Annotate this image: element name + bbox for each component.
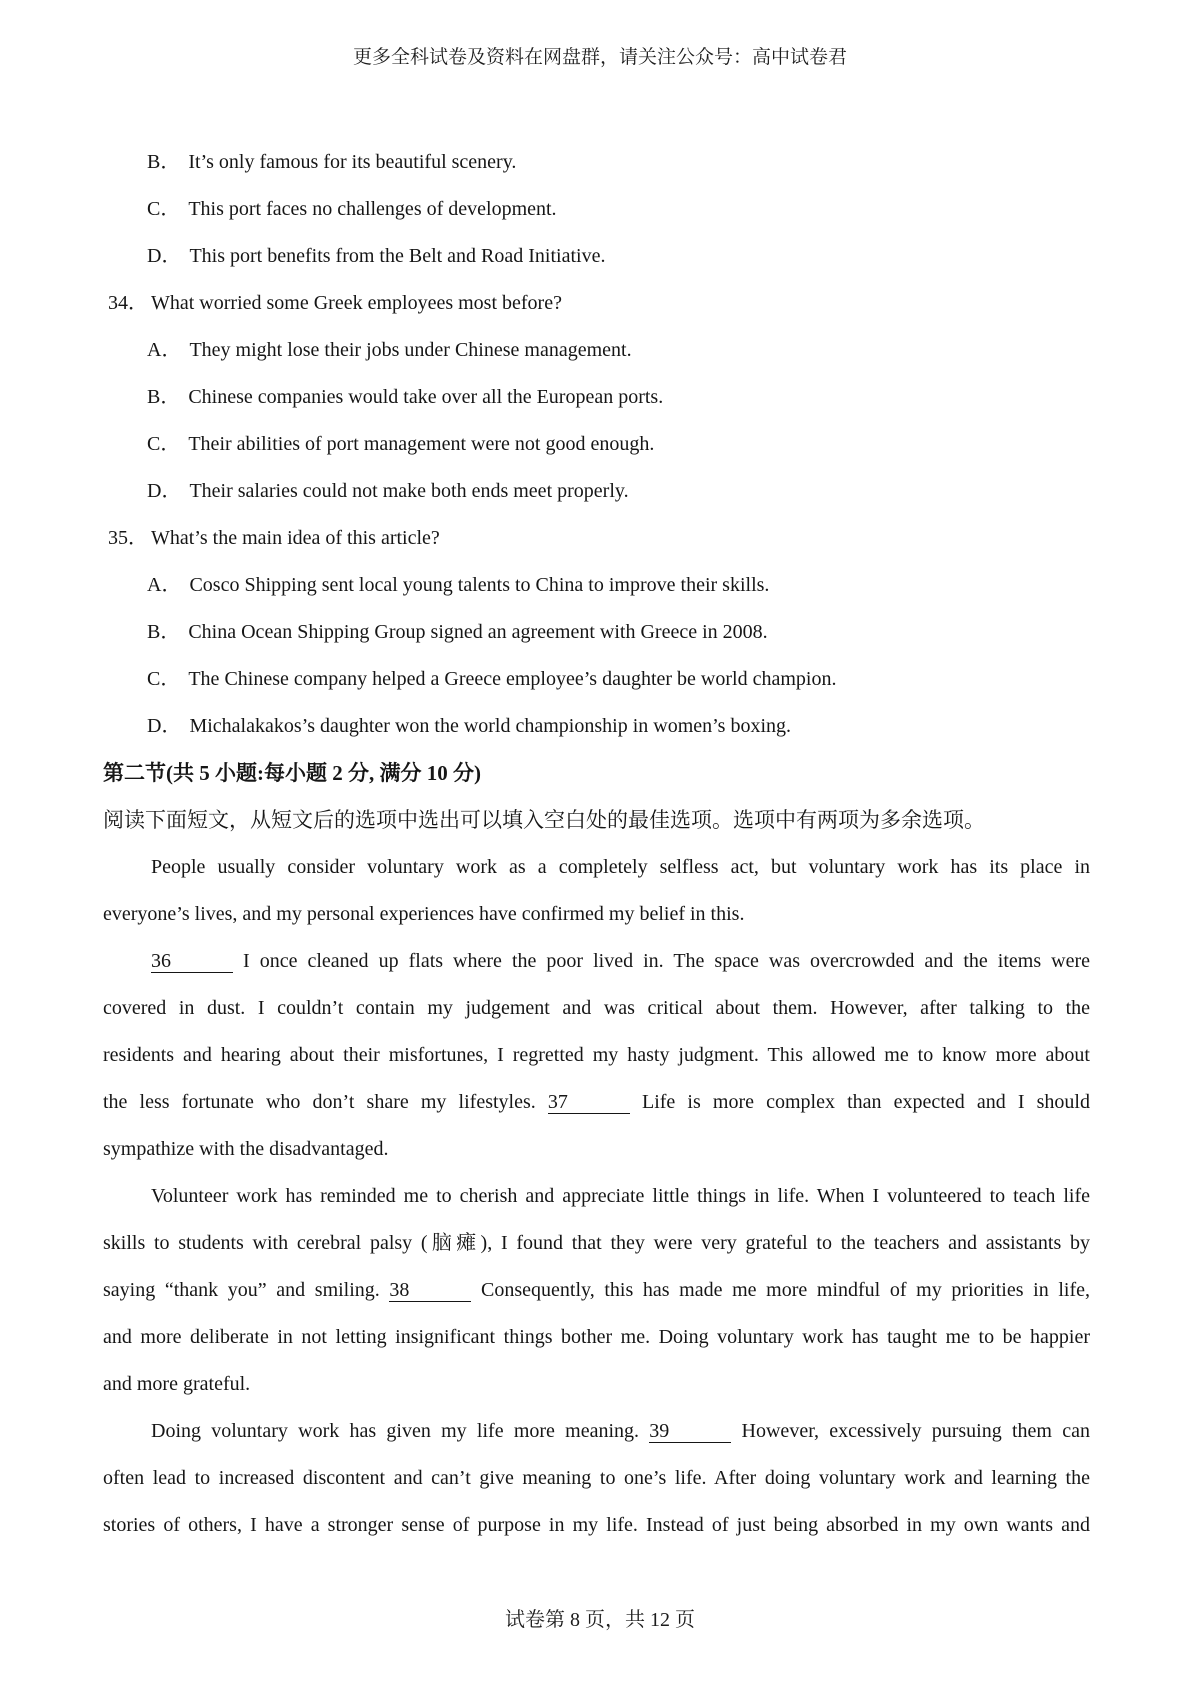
passage-line: everyone’s lives, and my personal experiences have confirmed my belief in this.: [103, 903, 745, 925]
questions: [103, 139, 1090, 750]
passage-line: residents and hearing about their misfortunes, I regretted my hasty judgment. This allowed me to know more about: [103, 1044, 1090, 1066]
option-label: C．: [147, 668, 181, 690]
option-label: B．: [147, 151, 181, 173]
blank-37: 37: [548, 1091, 630, 1114]
option-label: D．: [147, 480, 182, 502]
passage: [103, 844, 1090, 1549]
option-label: B．: [147, 386, 181, 408]
option-row: [103, 139, 1090, 186]
option-label: B．: [147, 621, 181, 643]
option-row: [103, 421, 1090, 468]
option-label: D．: [147, 715, 182, 737]
passage-line: People usually consider voluntary work as a completely selfless act, but voluntary work has its place in: [151, 856, 1090, 878]
option-row: [103, 468, 1090, 515]
passage-line: 36 I once cleaned up flats where the poor lived in. The space was overcrowded and the items were: [151, 950, 1090, 972]
blank-38: 38: [389, 1279, 471, 1302]
option-text: It’s only famous for its beautiful scenery.: [188, 151, 517, 173]
question-number: 35．: [108, 527, 148, 549]
question-text: What worried some Greek employees most before?: [151, 292, 562, 314]
option-text: Chinese companies would take over all the European ports.: [188, 386, 664, 408]
option-text: This port faces no challenges of development.: [188, 198, 557, 220]
option-text: They might lose their jobs under Chinese management.: [189, 339, 632, 361]
option-row: [103, 374, 1090, 421]
option-row: [103, 186, 1090, 233]
question-text: What’s the main idea of this article?: [151, 527, 440, 549]
option-row: [103, 656, 1090, 703]
option-label: A．: [147, 339, 182, 361]
passage-line: and more deliberate in not letting insignificant things bother me. Doing voluntary work has taught me to be happier: [103, 1326, 1090, 1348]
option-text: The Chinese company helped a Greece employee’s daughter be world champion.: [188, 668, 837, 690]
option-label: C．: [147, 433, 181, 455]
question-stem: [103, 280, 1090, 327]
passage-line: Volunteer work has reminded me to cherish and appreciate little things in life. When I volunteered to teach life: [151, 1185, 1090, 1207]
passage-line: Doing voluntary work has given my life more meaning. 39 However, excessively pursuing them can: [151, 1420, 1090, 1442]
option-text: Cosco Shipping sent local young talents to China to improve their skills.: [189, 574, 770, 596]
blank-36: 36: [151, 950, 233, 973]
option-text: Their salaries could not make both ends meet properly.: [189, 480, 629, 502]
option-row: [103, 609, 1090, 656]
passage-line: saying “thank you” and smiling. 38 Consequently, this has made me more mindful of my priorities in life,: [103, 1279, 1090, 1301]
passage-line: skills to students with cerebral palsy (脑瘫), I found that they were very grateful to the teachers and assistants by: [103, 1232, 1090, 1254]
option-label: D．: [147, 245, 182, 267]
option-text: China Ocean Shipping Group signed an agreement with Greece in 2008.: [188, 621, 768, 643]
section-instruction: 阅读下面短文，从短文后的选项中选出可以填入空白处的最佳选项。选项中有两项为多余选项。: [103, 808, 985, 832]
option-label: C．: [147, 198, 181, 220]
option-text: This port benefits from the Belt and Road Initiative.: [189, 245, 606, 267]
passage-line: often lead to increased discontent and can’t give meaning to one’s life. After doing voluntary work and learning the: [103, 1467, 1090, 1489]
passage-line: covered in dust. I couldn’t contain my judgement and was critical about them. However, after talking to the: [103, 997, 1090, 1019]
header-notice: 更多全科试卷及资料在网盘群，请关注公众号：高中试卷君: [352, 47, 847, 68]
section-heading: 第二节(共 5 小题:每小题 2 分, 满分 10 分): [103, 761, 481, 785]
passage-line: the less fortunate who don’t share my lifestyles. 37 Life is more complex than expected and I should: [103, 1091, 1090, 1113]
option-label: A．: [147, 574, 182, 596]
passage-line: sympathize with the disadvantaged.: [103, 1138, 389, 1160]
option-row: [103, 703, 1090, 750]
passage-line: stories of others, I have a stronger sense of purpose in my life. Instead of just being absorbed in my own wants and: [103, 1514, 1090, 1536]
question-stem: [103, 515, 1090, 562]
option-text: Michalakakos’s daughter won the world championship in women’s boxing.: [189, 715, 792, 737]
page-content: [103, 139, 1090, 1549]
page-number-footer: 试卷第 8 页，共 12 页: [505, 1609, 695, 1631]
blank-39: 39: [649, 1420, 731, 1443]
option-row: [103, 327, 1090, 374]
question-number: 34．: [108, 292, 148, 314]
option-text: Their abilities of port management were not good enough.: [188, 433, 655, 455]
passage-line: and more grateful.: [103, 1373, 251, 1395]
option-row: [103, 233, 1090, 280]
option-row: [103, 562, 1090, 609]
